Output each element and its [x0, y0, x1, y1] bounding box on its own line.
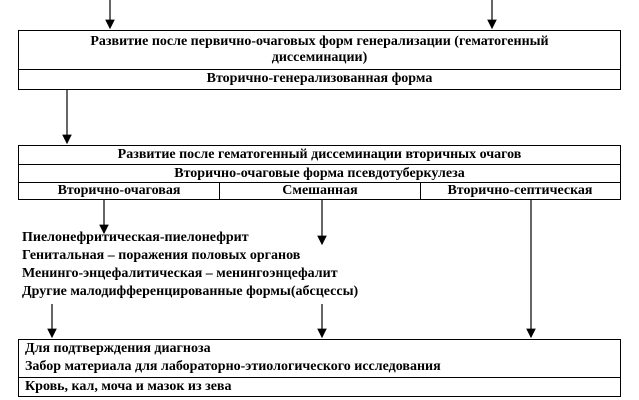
box-primary-generalization	[18, 30, 621, 90]
box-diagnosis	[18, 339, 621, 397]
form-item: Другие малодифференцированные формы(абсцессы)	[22, 284, 359, 299]
col-mixed: Смешанная	[220, 183, 421, 199]
box2-row1: Развитие после гематогенный диссеминации вторичных очагов	[117, 147, 522, 162]
box1-header-line1: Развитие после первично-очаговых форм генерализации (гематогенный	[90, 34, 549, 49]
box1-row2: Вторично-генерализованная форма	[19, 69, 620, 89]
forms-list	[22, 229, 358, 301]
form-item: Менинго-энцефалитическая – менингоэнцефалит	[22, 266, 338, 281]
box2-row2: Вторично-очаговые форма псевдотуберкулеза	[19, 164, 620, 182]
box3-row2: Забор материала для лабораторно-этиологического исследования	[25, 359, 441, 374]
box1-header-line2: диссеминации)	[271, 50, 368, 65]
box3-row3: Кровь, кал, моча и мазок из зева	[19, 377, 620, 396]
col-secondary-septic: Вторично-септическая	[447, 183, 593, 198]
box3-row1: Для подтверждения диагноза	[25, 341, 211, 356]
box1-header	[19, 33, 620, 69]
col-secondary-focal: Вторично-очаговая	[19, 183, 220, 199]
box2-columns	[19, 182, 620, 199]
form-item: Генитальная – поражения половых органов	[22, 248, 301, 263]
form-item: Пиелонефритическая-пиелонефрит	[22, 230, 249, 245]
box-secondary-foci	[18, 145, 621, 200]
